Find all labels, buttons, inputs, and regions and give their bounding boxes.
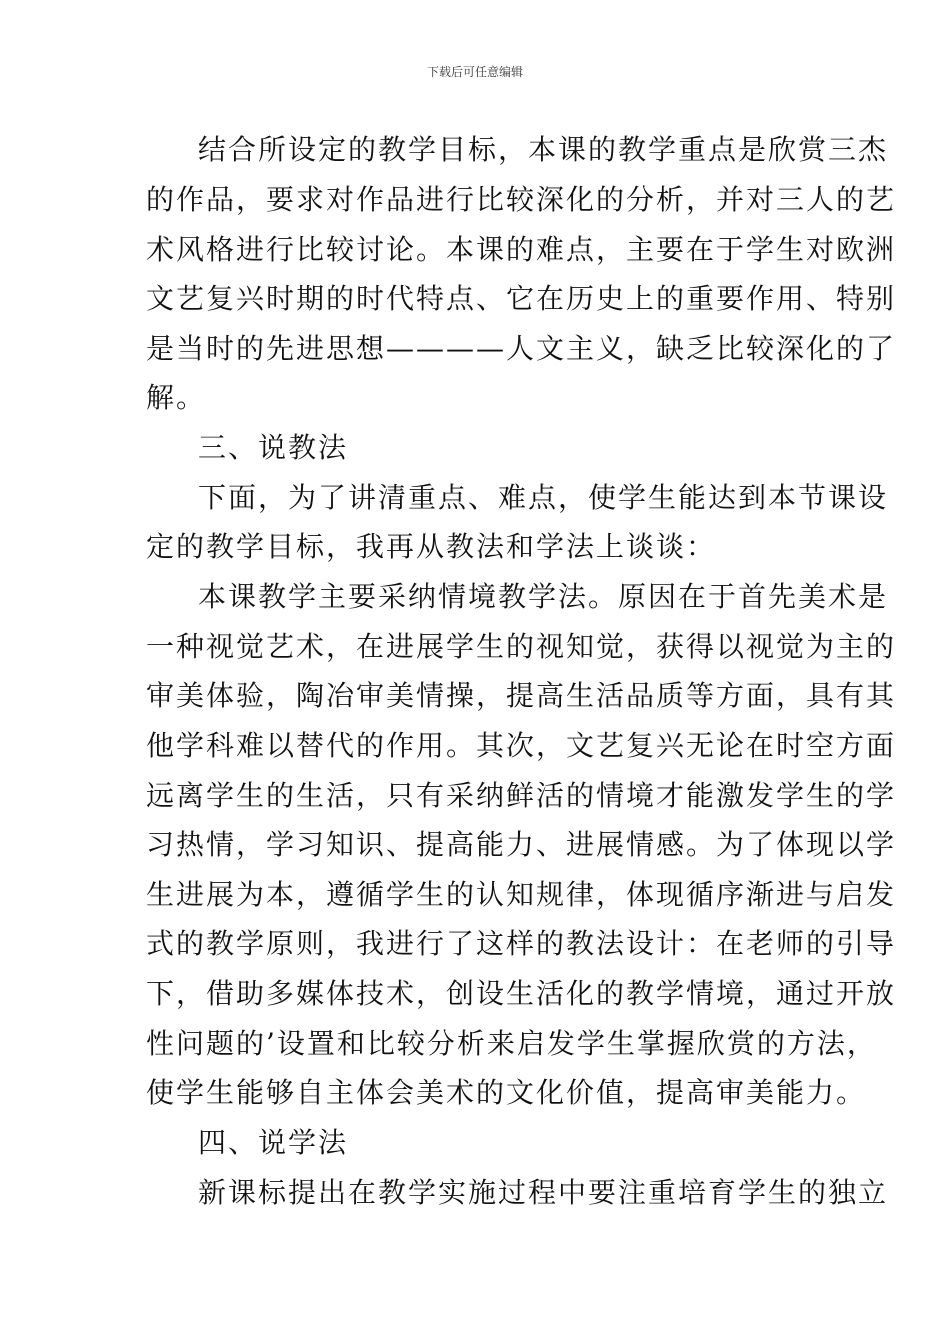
paragraph-line: 下，借助多媒体技术，创设生活化的教学情境，通过开放 [146, 977, 897, 1010]
section-heading-teaching-method: 三、说教法 [198, 431, 349, 464]
paragraph-line: 性问题的’设置和比较分析来启发学生掌握欣赏的方法， [146, 1027, 877, 1060]
paragraph-line: 远离学生的生活，只有采纳鲜活的情境才能激发学生的学 [146, 779, 897, 812]
paragraph-line: 习热情，学习知识、提高能力、进展情感。为了体现以学 [146, 828, 897, 861]
paragraph-line: 审美体验，陶冶审美情操，提高生活品质等方面，具有其 [146, 679, 897, 712]
paragraph-line: 本课教学主要采纳情境教学法。原因在于首先美术是 [198, 580, 889, 613]
paragraph-line: 结合所设定的教学目标，本课的教学重点是欣赏三杰 [198, 133, 889, 166]
paragraph-line: 解。 [146, 381, 207, 414]
paragraph-line: 是当时的先进思想————人文主义，缺乏比较深化的了 [146, 332, 897, 365]
paragraph-line: 一种视觉艺术，在进展学生的视知觉，获得以视觉为主的 [146, 630, 897, 663]
paragraph-line: 术风格进行比较讨论。本课的难点，主要在于学生对欧洲 [146, 233, 897, 266]
paragraph-line: 式的教学原则，我进行了这样的教法设计：在老师的引导 [146, 927, 897, 960]
paragraph-line: 生进展为本，遵循学生的认知规律，体现循序渐进与启发 [146, 878, 897, 911]
paragraph-line: 定的教学目标，我再从教法和学法上谈谈： [146, 530, 717, 563]
page-header: 下载后可任意编辑 [426, 65, 523, 79]
paragraph-line: 文艺复兴时期的时代特点、它在历史上的重要作用、特别 [146, 282, 897, 315]
paragraph-line: 的作品，要求对作品进行比较深化的分析，并对三人的艺 [146, 183, 897, 216]
paragraph-line: 使学生能够自主体会美术的文化价值，提高审美能力。 [146, 1076, 867, 1109]
paragraph-line: 下面，为了讲清重点、难点，使学生能达到本节课设 [198, 481, 889, 514]
paragraph-line: 他学科难以替代的作用。其次，文艺复兴无论在时空方面 [146, 729, 897, 762]
section-heading-learning-method: 四、说学法 [198, 1126, 349, 1159]
paragraph-line: 新课标提出在教学实施过程中要注重培育学生的独立 [198, 1176, 889, 1209]
